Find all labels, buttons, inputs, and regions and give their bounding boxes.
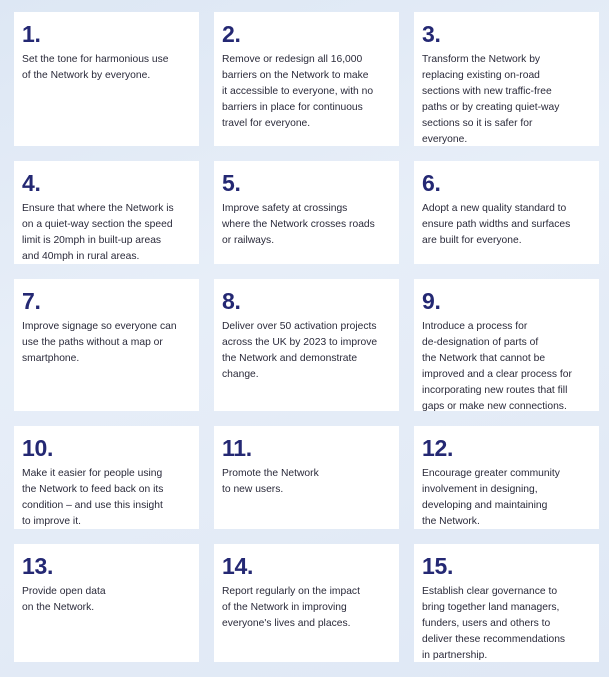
recommendations-row-1	[14, 12, 598, 146]
recommendation-number: 4.	[22, 170, 41, 196]
recommendation-number: 3.	[422, 21, 441, 47]
recommendation-text: Improve safety at crossings where the Network crosses roads or railways.	[222, 203, 375, 246]
recommendation-text: Deliver over 50 activation projects across the UK by 2023 to improve the Network and demonstrate change.	[222, 321, 378, 380]
recommendation-card-1	[14, 12, 199, 146]
recommendation-number: 13.	[22, 553, 54, 579]
recommendation-number: 2.	[222, 21, 241, 47]
recommendation-number: 10.	[22, 435, 54, 461]
recommendation-card-12	[414, 426, 599, 529]
recommendation-card-6	[414, 161, 599, 264]
recommendation-number: 7.	[22, 288, 41, 314]
recommendation-card-13	[14, 544, 199, 662]
recommendations-row-2	[14, 161, 598, 264]
recommendations-row-5	[14, 544, 598, 662]
recommendation-text: Adopt a new quality standard to ensure path widths and surfaces are built for everyone.	[422, 203, 571, 246]
recommendations-row-4	[14, 426, 598, 529]
recommendation-number: 9.	[422, 288, 441, 314]
recommendation-card-2	[214, 12, 399, 146]
recommendation-number: 6.	[422, 170, 441, 196]
recommendation-card-10	[14, 426, 199, 529]
recommendation-text: Introduce a process for de-designation of parts of the Network that cannot be improved and a clear process for incorporating new routes that fill gaps or make new connections.	[422, 321, 572, 412]
recommendations-row-3	[14, 279, 598, 411]
recommendation-card-8	[214, 279, 399, 411]
recommendation-number: 11.	[222, 435, 252, 461]
recommendation-text: Promote the Network to new users.	[222, 468, 319, 495]
recommendation-number: 14.	[222, 553, 254, 579]
recommendation-text: Set the tone for harmonious use of the Network by everyone.	[22, 54, 169, 81]
recommendation-card-9	[414, 279, 599, 411]
recommendation-card-15	[414, 544, 599, 662]
recommendation-text: Ensure that where the Network is on a quiet-way section the speed limit is 20mph in built-up areas and 40mph in rural areas.	[22, 203, 174, 262]
recommendation-card-5	[214, 161, 399, 264]
recommendation-text: Establish clear governance to bring together land managers, funders, users and others to deliver these recommendations in partnership.	[422, 586, 566, 661]
recommendation-text: Remove or redesign all 16,000 barriers on the Network to make it accessible to everyone, with no barriers in place for continuous travel for everyone.	[222, 54, 374, 129]
recommendation-text: Encourage greater community involvement in designing, developing and maintaining the Network.	[422, 468, 560, 527]
recommendation-number: 8.	[222, 288, 241, 314]
recommendation-number: 15.	[422, 553, 454, 579]
recommendation-card-3	[414, 12, 599, 146]
recommendation-number: 12.	[422, 435, 454, 461]
recommendation-number: 1.	[22, 21, 41, 47]
recommendation-text: Transform the Network by replacing existing on-road sections with new traffic-free paths or by creating quiet-way sections so it is safer for everyone.	[422, 54, 560, 145]
recommendation-card-14	[214, 544, 399, 662]
recommendation-text: Make it easier for people using the Network to feed back on its condition – and use this insight to improve it.	[22, 468, 164, 527]
recommendation-card-7	[14, 279, 199, 411]
recommendation-card-4	[14, 161, 199, 264]
recommendation-text: Provide open data on the Network.	[22, 586, 106, 613]
recommendation-number: 5.	[222, 170, 241, 196]
recommendation-card-11	[214, 426, 399, 529]
recommendation-text: Improve signage so everyone can use the paths without a map or smartphone.	[22, 321, 177, 364]
recommendation-text: Report regularly on the impact of the Network in improving everyone's lives and places.	[222, 586, 360, 629]
